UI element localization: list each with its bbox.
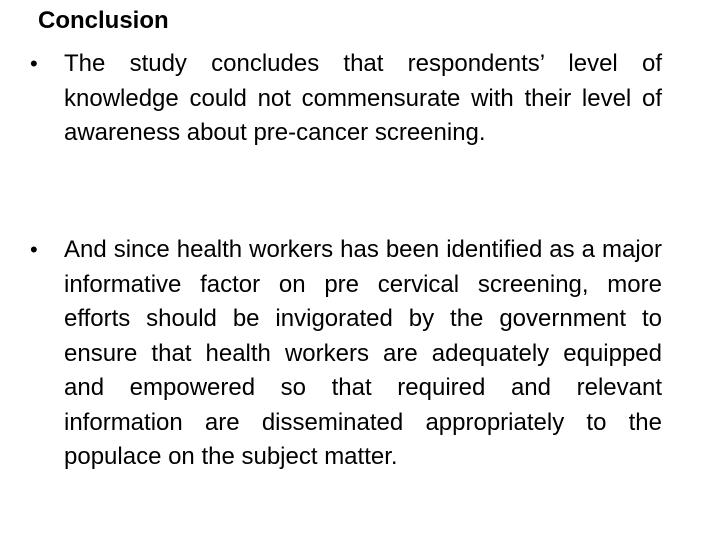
bullet-text: The study concludes that respondents’ level of knowledge could not commensurate with their level of awareness about pre-cancer screening. — [64, 50, 662, 146]
bullet-icon: • — [30, 237, 38, 262]
bullet-item — [30, 47, 662, 151]
slide-heading: Conclusion — [38, 7, 169, 34]
bullet-text: And since health workers has been identified as a major informative factor on pre cervical screening, more efforts should be invigorated by the government to ensure that health workers are adequately equipped and empowered so that required and relevant information are disseminated appropriately to the populace on the subject matter. — [64, 236, 662, 470]
bullet-item — [30, 233, 662, 475]
bullet-icon: • — [30, 51, 38, 76]
